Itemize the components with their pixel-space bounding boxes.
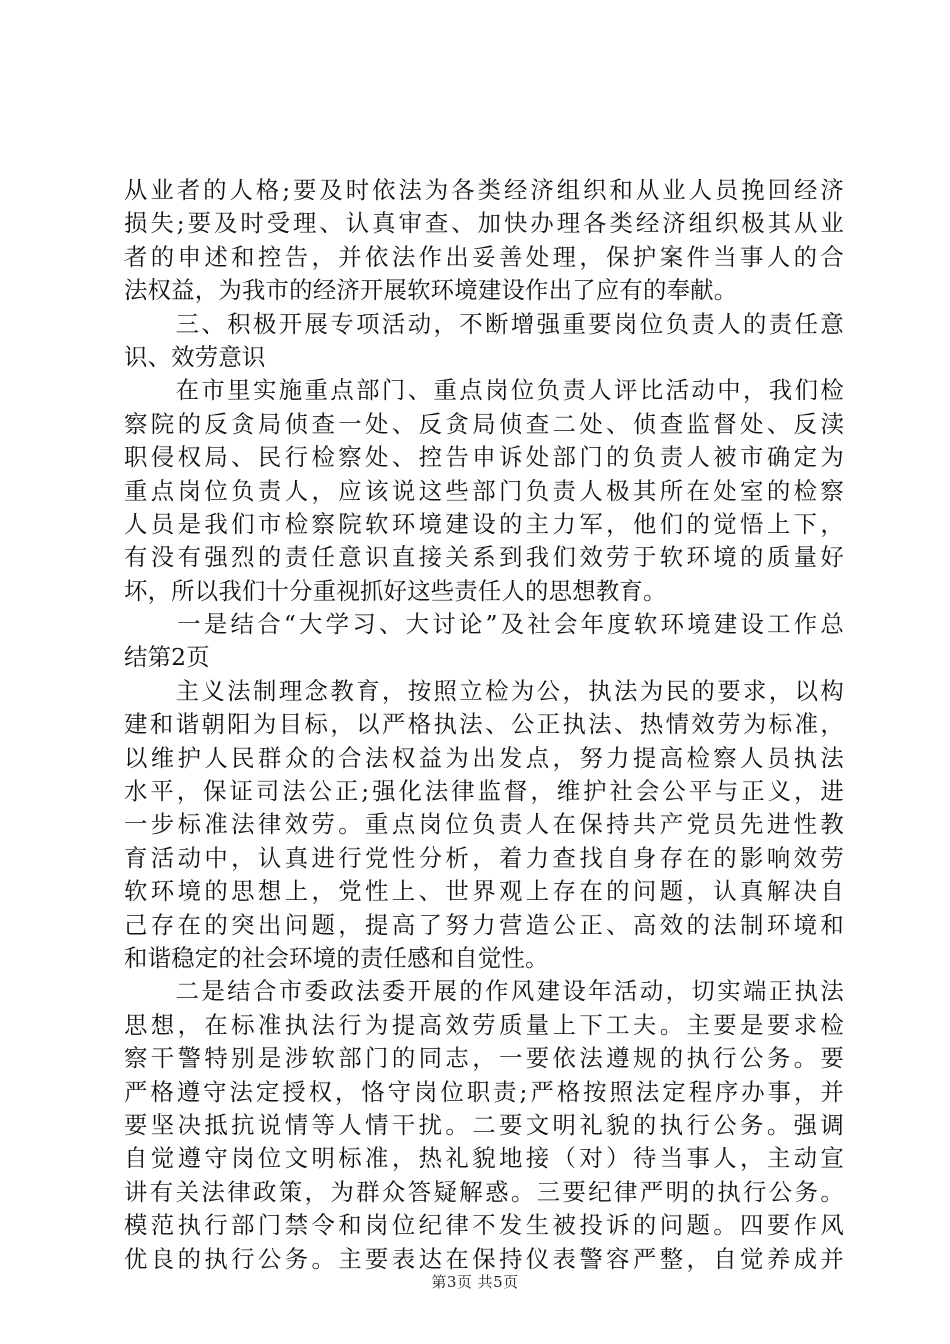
text-line: 察院的反贪局侦查一处、反贪局侦查二处、侦查监督处、反渎: [124, 409, 844, 438]
text-line: 人员是我们市检察院软环境建设的主力军，他们的觉悟上下，: [124, 509, 844, 538]
text-line: 者的申述和控告，并依法作出妥善处理，保护案件当事人的合: [124, 242, 844, 271]
text-line: 损失;要及时受理、认真审查、加快办理各类经济组织极其从业: [124, 209, 844, 238]
text-line: 讲有关法律政策，为群众答疑解惑。三要纪律严明的执行公务。: [124, 1177, 844, 1206]
text-line: 一步标准法律效劳。重点岗位负责人在保持共产党员先进性教: [124, 810, 844, 839]
text-line: 优良的执行公务。主要表达在保持仪表警容严整，自觉养成并: [124, 1244, 844, 1273]
text-line: 和谐稳定的社会环境的责任感和自觉性。: [124, 943, 549, 972]
text-line: 坏，所以我们十分重视抓好这些责任人的思想教育。: [124, 576, 667, 605]
text-line: 思想，在标准执法行为提高效劳质量上下工夫。主要是要求检: [124, 1010, 844, 1039]
text-line: 主义法制理念教育，按照立检为公，执法为民的要求，以构: [124, 676, 844, 705]
section-heading-line: 三、积极开展专项活动，不断增强重要岗位负责人的责任意: [124, 309, 844, 338]
text-line: 一是结合“大学习、大讨论”及社会年度软环境建设工作总: [124, 610, 844, 639]
text-line: 在市里实施重点部门、重点岗位负责人评比活动中，我们检: [124, 376, 844, 405]
text-line: 重点岗位负责人，应该说这些部门负责人极其所在处室的检察: [124, 476, 844, 505]
text-line: 二是结合市委政法委开展的作风建设年活动，切实端正执法: [124, 977, 844, 1006]
text-line: 有没有强烈的责任意识直接关系到我们效劳于软环境的质量好: [124, 543, 844, 572]
text-line: 软环境的思想上，党性上、世界观上存在的问题，认真解决自: [124, 877, 844, 906]
text-line: 严格遵守法定授权，恪守岗位职责;严格按照法定程序办事，并: [124, 1077, 844, 1106]
text-line: 育活动中，认真进行党性分析，着力查找自身存在的影响效劳: [124, 843, 844, 872]
text-line: 建和谐朝阳为目标，以严格执法、公正执法、热情效劳为标准，: [124, 710, 844, 739]
text-line: 职侵权局、民行检察处、控告申诉处部门的负责人被市确定为: [124, 443, 844, 472]
text-line: 己存在的突出问题，提高了努力营造公正、高效的法制环境和: [124, 910, 844, 939]
section-heading-line: 识、效劳意识: [124, 342, 266, 371]
text-line: 结第2页: [124, 643, 210, 672]
document-body: [124, 174, 844, 1276]
text-line: 察干警特别是涉软部门的同志，一要依法遵规的执行公务。要: [124, 1044, 844, 1073]
text-line: 水平，保证司法公正;强化法律监督，维护社会公平与正义，进: [124, 777, 844, 806]
text-line: 要坚决抵抗说情等人情干扰。二要文明礼貌的执行公务。强调: [124, 1110, 844, 1139]
text-line: 模范执行部门禁令和岗位纪律不发生被投诉的问题。四要作风: [124, 1211, 844, 1240]
text-line: 从业者的人格;要及时依法为各类经济组织和从业人员挽回经济: [124, 176, 844, 204]
text-line: 以维护人民群众的合法权益为出发点，努力提高检察人员执法: [124, 743, 844, 772]
text-line: 自觉遵守岗位文明标准，热礼貌地接（对）待当事人，主动宣: [124, 1144, 844, 1173]
page-number-footer: 第3页 共5页: [431, 1273, 519, 1291]
text-line: 法权益，为我市的经济开展软环境建设作出了应有的奉献。: [124, 276, 738, 305]
